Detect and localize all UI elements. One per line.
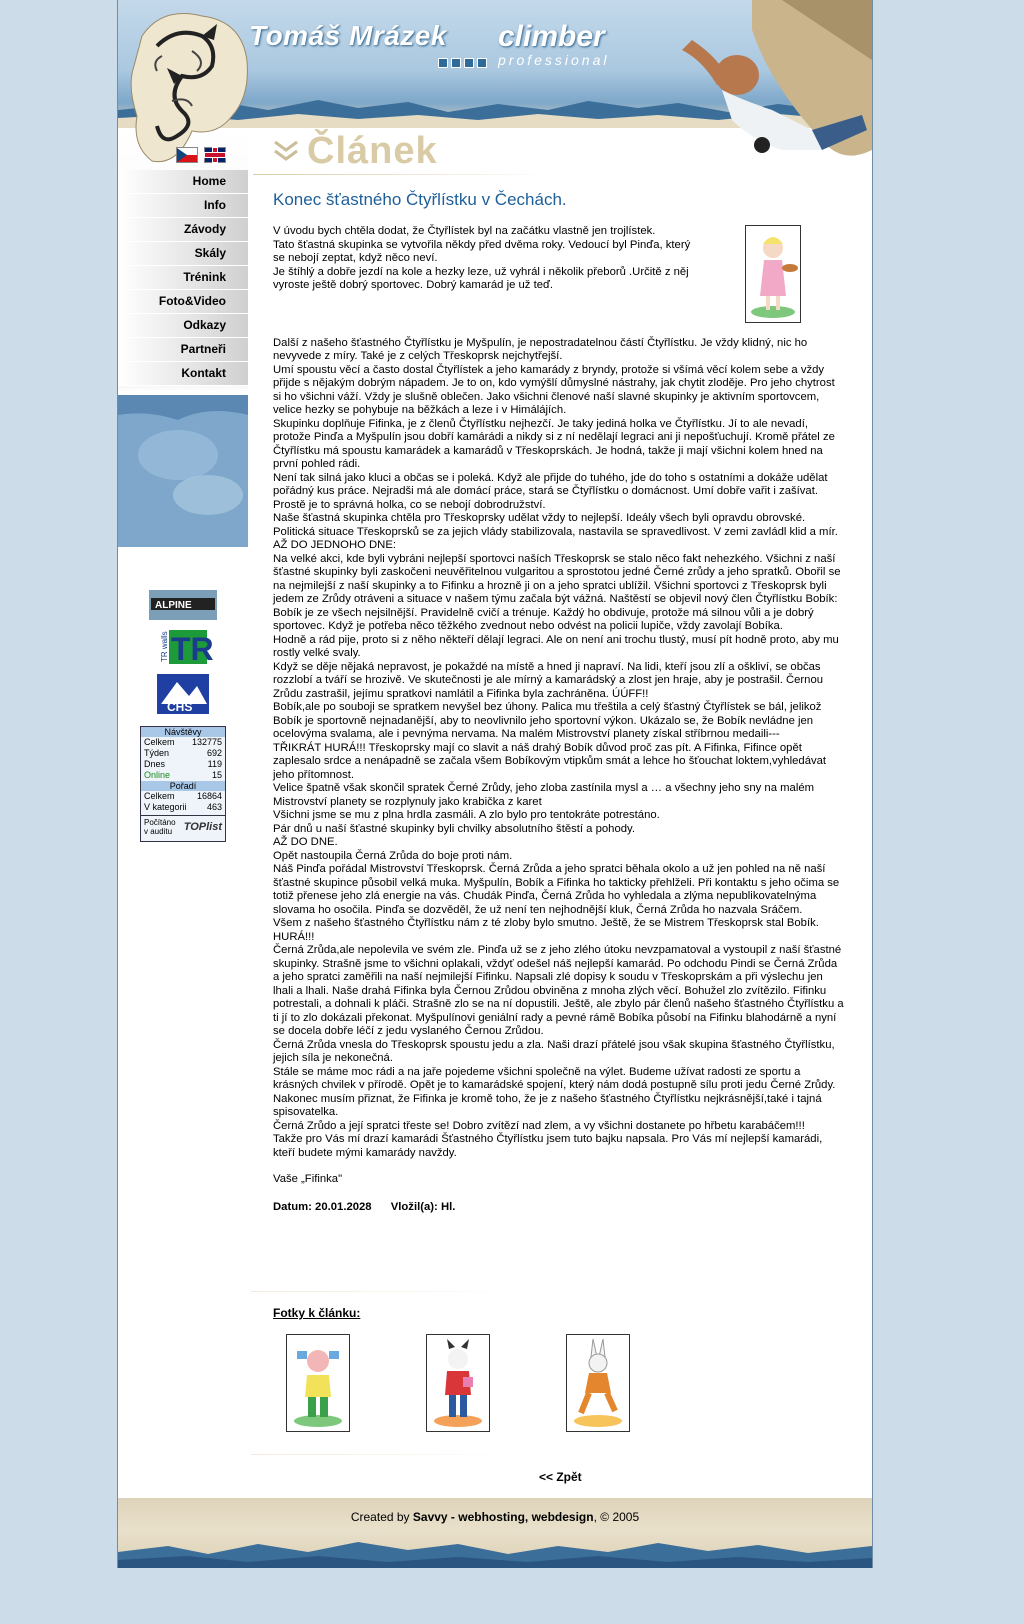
article-paragraph: Opět nastoupila Černá Zrůda do boje proti nám. <box>273 849 513 862</box>
article-paragraph: V úvodu bych chtěla dodat, že Čtyřlístek byl na začátku vlastně jen trojlístek. <box>273 225 656 237</box>
czech-flag-icon[interactable] <box>176 147 198 163</box>
counter-value: 16864 <box>196 791 222 801</box>
article-signature: Vaše „Fifinka" <box>273 1173 343 1185</box>
article-paragraph: AŽ DO DNE. <box>273 836 338 848</box>
counter-value: 132775 <box>191 737 222 747</box>
footer-company-link[interactable]: Savvy - webhosting, webdesign <box>412 1510 594 1524</box>
article-paragraph: Černá Zrůda vnesla do Třeskoprsk spoustu jedu a zla. Naši drazí přátelé jsou však skupina šťastného Čtyřlístku, jejich síla je nekonečná. <box>273 1038 835 1064</box>
article-paragraph: Nakonec musím přiznat, že Fifinka je kromě toho, že je z našeho šťastného Čtyřlístku nejkrásnější,také i tajná spisovatelka. <box>273 1092 822 1118</box>
nav-item-odkazy[interactable]: Odkazy <box>118 314 248 338</box>
article-meta <box>273 1201 845 1215</box>
article-paragraph: Velice špatně však skončil spratek Černé Zrůdy, jeho zloba zastínila mysl a … a všechny jeho sny na malém Mistrovství planety se rozplynuly jako krabička z karet <box>273 782 815 808</box>
photo-thumbnail-myspulin[interactable] <box>426 1334 490 1432</box>
photos-heading: Fotky k článku: <box>273 1306 361 1320</box>
counter-label: Online <box>144 770 171 780</box>
footer <box>118 1498 872 1568</box>
article-paragraph: Na velké akci, kde byli vybráni nejlepší sportovci naších Třeskoprsk se stalo něco fakt nehezkého. Všichni z naší šťastné skupinky byli zaskočeni neuvěřitelnou vulgaritou a sprostotou jedné Černé zrůdy a jeho spratků. Obořil se na nejmilejší z naší skupinky a to Fifinku a hrozně ji on a jeho spratci ublížil. Všichni sportovci z Třeskoprsk byli jedem ze Zrůdy otráveni a situace v našem týmu začala být vážná. Naštěstí se objevil nový člen Čtyřlístku Bobík: Bobík je ze všech nejsilnější. Pravidelně cvičí a trénuje. Každý ho obdivuje, protože má silnou vůli a je dobrý sportovec. Když je potřeba něco těžkého zvednout nebo odvést na policii lupiče, vždy zavolají Bobíka. <box>273 552 841 632</box>
divider <box>251 1454 521 1455</box>
decorative-squares <box>438 55 490 73</box>
tr-walls-logo[interactable] <box>157 628 214 667</box>
sponsors <box>148 590 218 722</box>
article-title: Konec šťastného Čtyřlístku v Čechách. <box>273 190 567 209</box>
counter-label: Týden <box>144 748 170 758</box>
article-author: Vložil(a): Hl. <box>390 1200 456 1213</box>
article-paragraph: Náš Pinďa pořádal Mistrovství Třeskoprsk. Černá Zrůda a jeho spratci běhala okolo a už jen pohled na ně naší šťastné skupince působil velká muka. Myšpulín, Bobík a Fifinka ho takticky přehlželi. Při kontaktu s jeho očima se totiž přenese jeho zlá energie na vás. Chudák Pinďa, Černá Zrůda ho vyhledala a zlýma nepublikovatelnýma slovama ho osočila. Pinďa se dozvěděl, že už není ten nejhodnější kluk, Černá Zrůda ho nazvala Sráčem. <box>273 863 840 916</box>
language-switch <box>176 147 232 165</box>
article-paragraph: Další z našeho šťastného Čtyřlístku je Myšpulín, je nepostradatelnou částí Čtyřlístku. Je vždy klidný, nic ho nevyvede z míry. Také je z celých Třeskoprsk nejchytřejší. <box>273 336 808 362</box>
chs-logo-text: CHS <box>167 700 193 714</box>
counter-label: Celkem <box>144 791 175 801</box>
page-title: Článek <box>307 130 438 172</box>
main-nav <box>118 170 248 386</box>
climbing-photo-decoration <box>118 395 248 547</box>
nav-item-partneri[interactable]: Partneři <box>118 338 248 362</box>
counter-value: 119 <box>207 759 222 769</box>
nav-item-trenink[interactable]: Trénink <box>118 266 248 290</box>
counter-label: Dnes <box>144 759 166 769</box>
article-paragraph: Skupinku doplňuje Fifinka, je z členů Čtyřlístku nejhezčí. Je taky jediná holka ve Čtyřlístku. Jí to ale nevadí, protože Pinďa a Myšpulín jsou dobří kamárádi a nikdy si z ní nedělají legraci ani ji nepošťuchují. Kromě přátel ze Čtyřlístku má spoustu kamarádek a kamarádů v Třeskoprskách. Je hodná, takže ji mají všichni kolem hned na první pohled rádi. <box>273 417 835 470</box>
article-paragraph: Pár dnů u naší šťastné skupinky byli chvilky absolutního štěstí a pohody. <box>273 822 635 835</box>
article-paragraph: Černá Zrůdo a její spratci třeste se! Dobro zvítězí nad zlem, a vy všichni dostanete po hřbetu karabáčem!!! <box>273 1119 805 1132</box>
dragon-logo <box>122 6 252 166</box>
title-divider <box>253 174 553 175</box>
tr-walls-logo-text: TR walls <box>160 631 169 662</box>
page <box>117 0 873 1568</box>
article-paragraph: Naše šťastná skupinka chtěla pro Třeskoprsky udělat vždy to nejlepší. Ideály všech byli opravdu obrovské. Politická situace Třeskoprsků se za jejich vlády stabilizovala, nastavila se spravedlivost. V zemi zavládl klid a mír. <box>273 512 838 538</box>
footer-credits <box>118 1510 872 1524</box>
article-paragraph: Takže pro Vás mí drazí kamarádi Šťastného Čtyřlístku jsem tuto bajku napsala. Pro Vás mí nejlepší kamarádi, kteří budete mými kamarády navždy. <box>273 1133 823 1159</box>
photo-thumbnail-bobik[interactable] <box>566 1334 630 1432</box>
climber-photo <box>652 0 872 165</box>
footer-created-by: Created by <box>350 1510 410 1524</box>
article-paragraph: TŘIKRÁT HURÁ!!! Třeskoprsky mají co slavit a náš drahý Bobík důvod proč zas pít. A Fifinka, Fifince opět zaplesalo srdce a nenápadně se začala všem Bobíkovým vtipkům smát a lehce ho šťouchat loktem,vyhledávat jeho přítomnost. <box>273 741 827 781</box>
article-paragraph: Když se děje nějaká nepravost, je pokaždé na místě a hned ji napraví. Na lidi, kteří jsou zlí a oškliví, se občas rozzlobí a tváří se hrozivě. Ve skutečnosti je ale mírný a kamarádský a zlost jen hraje, aby je postrašil. Černou Zrůdu zastrašil, jejímu spratkovi namlátil a Fifinka byla zachráněna. ÚÚFF!! <box>273 660 824 700</box>
visit-counter[interactable] <box>140 726 226 842</box>
article-paragraph: Umí spoustu věcí a často dostal Čtyřlístek a jeho kamarády z bryndy, protože si všímá věcí kolem sebe a vždy přijde s nějakým dobrým nápadem. Je to on, kdo vymýšlí důmyslné nástrahy, jak chytit zloděje. Pro jeho chytrost si ho všichni váží. Vždy je slušně oblečen. Jako všichni členové naší slavné skupinky je aktivním sportovcem, velice hezky se pohybuje na běžkách a leze i v Himálájích. <box>273 363 835 416</box>
photo-thumbnail-pinda[interactable] <box>286 1334 350 1432</box>
article-paragraph: Černá Zrůda,ale nepolevila ve svém zle. Pinďa už se z jeho zlého útoku nevzpamatoval a vystoupil z naší šťastné skupinky. Strašně jsme to všichni oplakali, vždyť odešel náš nejlepší kamarád. Po odchodu Pindi se Černá Zrůda a jeho spratci zaměřili na naší nejmilejší Fifinku. Napsali zlé dopisy k soudu v Třeskoprskám a při výslechu jen lhali a lhali. Naše drahá Fifinka byla Černou Zrůdou obviněna z mnoha zlých věcí. Bohužel zlo zvítězilo. Fifinku potrestali, a dohnali k pláči. Strašně zlo se na ní dopustili. Ještě, ale zbylo pár členů našeho šťastného Čtyřlístku a ti jí to zlo dokázali překonat. Myšpulínovi geniální rady a pevné rámě Bobíka působí na Fifinku blahodárně a nyní se docela dobře léčí z jedu vyslaného Černou Zrůdou. <box>273 944 844 1037</box>
footer-copyright: , © 2005 <box>593 1510 640 1524</box>
nav-item-kontakt[interactable]: Kontakt <box>118 362 248 386</box>
counter-audit-label: Počítáno v auditu <box>144 818 176 836</box>
double-chevron-icon <box>273 140 299 162</box>
page-title-bar <box>273 130 713 178</box>
counter-value: 692 <box>206 748 222 758</box>
chs-logo[interactable] <box>157 674 209 714</box>
site-name: Tomáš Mrázek <box>249 20 447 51</box>
article-intro <box>273 225 693 293</box>
nav-item-foto-video[interactable]: Foto&Video <box>118 290 248 314</box>
counter-value: 15 <box>211 770 222 780</box>
svg-text:TR: TR <box>171 631 214 667</box>
site-subtitle: professional <box>498 52 610 68</box>
site-role: climber <box>498 20 605 53</box>
article-paragraph: AŽ DO JEDNOHO DNE: <box>273 539 397 551</box>
counter-label: V kategorii <box>144 802 187 812</box>
article-date: Datum: 20.01.2028 <box>273 1200 372 1213</box>
counter-visits-heading: Návštěvy <box>141 727 225 737</box>
article-paragraph: Všem z našeho šťastného Čtyřlístku nám z té zloby bylo smutno. Ještě, že se Mistrem Třeskoprsk stal Bobík. HURÁ!!! <box>273 917 819 943</box>
article-paragraph: Tato šťastná skupinka se vytvořila někdy před dvěma roky. Vedoucí byl Pinďa, který se nebojí zeptat, když něco neví. <box>273 238 691 264</box>
counter-rank-heading: Pořadí <box>141 781 225 791</box>
article-paragraph: Všichni jsme se mu z plna hrdla zasmáli. A zlo bylo pro tentokráte potrestáno. <box>273 809 660 821</box>
article-paragraph: Je štíhlý a dobře jezdí na kole a hezky leze, už vyhrál i několik přeborů .Určitě z něj vyroste ještě dobrý sportovec. Dobrý kamarád je už teď. <box>273 265 689 291</box>
article-paragraph: Hodně a rád pije, proto si z něho někteří dělají legraci. Ale on není ani trochu tlustý, musí pít hodně proto, aby mu rostly velké svaly. <box>273 633 839 659</box>
article-body <box>273 225 845 1214</box>
uk-flag-icon[interactable] <box>204 147 226 163</box>
article-paragraph: Není tak silná jako kluci a občas se i poleká. Když ale přijde do tuhého, jde do toho s ostatními a dokáže udělat pořádný kus práce. Nejradši má ale domácí práce, stará se Čtyřlístku o domácnost. Umí dobře vařit i zašívat. Prostě je to správná holka, co se nebojí dobrodružství. <box>273 471 828 511</box>
toplist-logo: TOPlist <box>183 821 222 833</box>
alpine-logo-text: ALPINE <box>155 600 192 611</box>
counter-value: 463 <box>206 802 222 812</box>
divider <box>251 1291 521 1292</box>
nav-item-zavody[interactable]: Závody <box>118 218 248 242</box>
alpine-logo[interactable] <box>149 590 217 620</box>
nav-item-home[interactable]: Home <box>118 170 248 194</box>
counter-label: Celkem <box>144 737 175 747</box>
article-paragraph: Bobík,ale po souboji se spratkem nevyšel bez úhony. Palica mu třeštila a celý šťastný Čtyřlístek se bál, jelikož Bobík je sportovně nejnadanější, aby to neovlivnilo jeho sportovní výkon. Ukázalo se, že Bobík nevládne jen ocelovýma svalama, ale i pevnýma nervama. Na malém Mistrovství planety získal stříbrnou medaili--- <box>273 701 822 740</box>
mountain-silhouette <box>118 1534 872 1568</box>
back-link[interactable]: << Zpět <box>539 1470 582 1484</box>
article-paragraph: Stále se máme moc rádi a na jaře pojedeme všichni společně na výlet. Budeme užívat radosti ze sportu a krásných chvilek v přírodě. Opět je to kamarádské spojení, který nám dodá postupně sílu proti jedu Černé Zrůdy. <box>273 1065 836 1091</box>
nav-item-skaly[interactable]: Skály <box>118 242 248 266</box>
nav-item-info[interactable]: Info <box>118 194 248 218</box>
